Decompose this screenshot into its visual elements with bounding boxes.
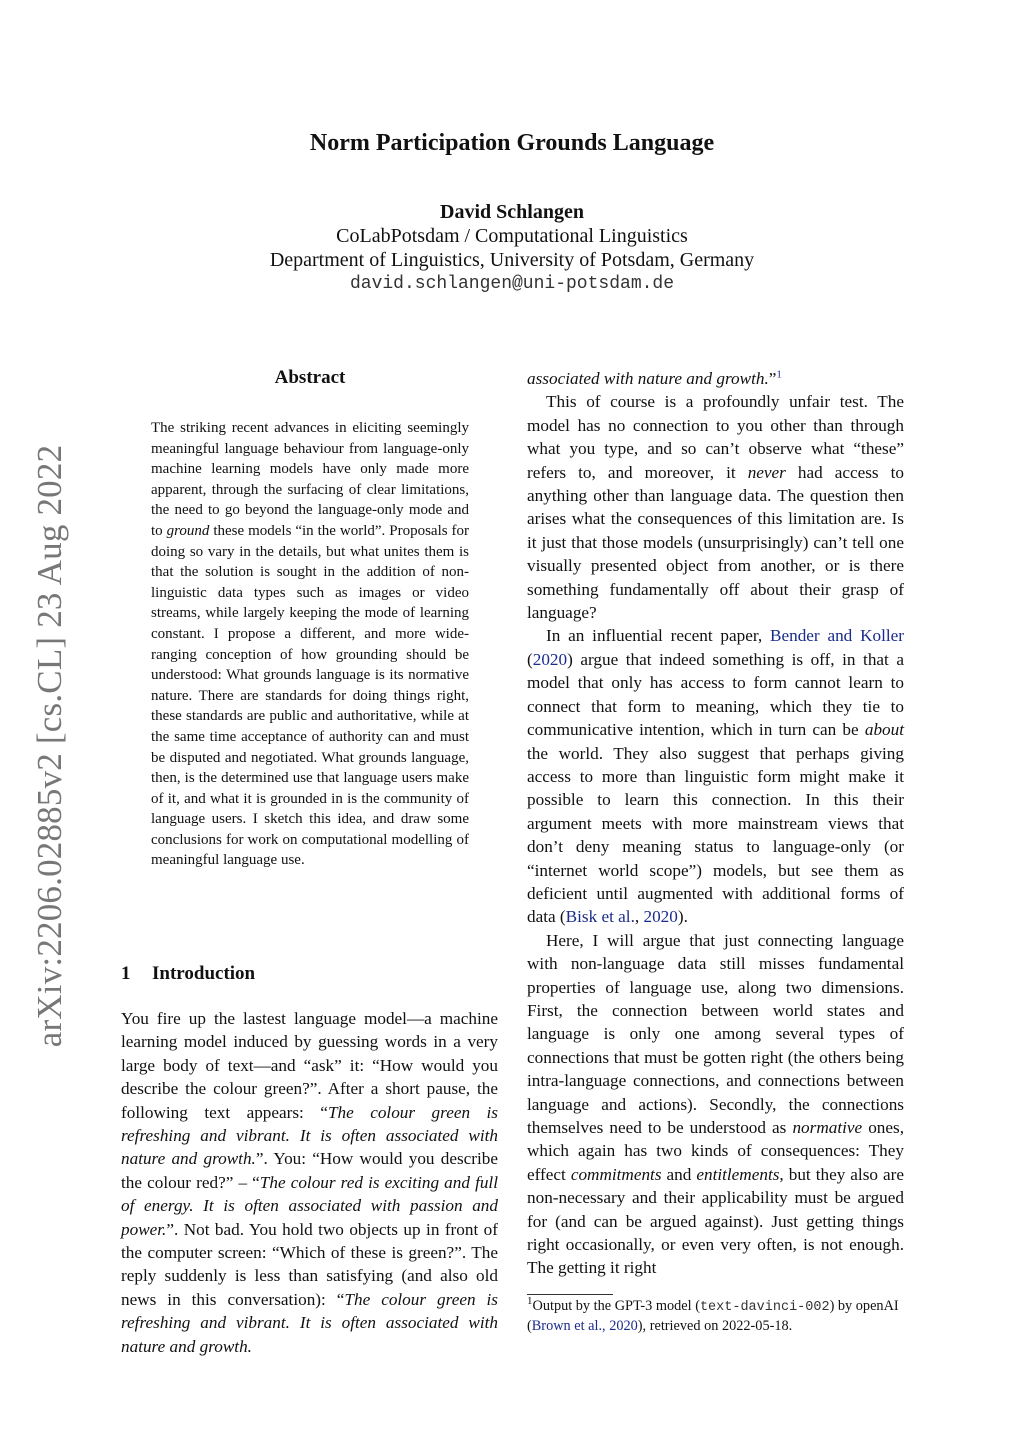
citation-link[interactable]: Bisk et al. bbox=[565, 907, 635, 927]
abstract-heading: Abstract bbox=[274, 367, 346, 388]
citation-year-link[interactable]: 2020 bbox=[532, 649, 568, 669]
abstract-text: The striking recent advances in eliciting seemingly meaningful language behaviour from language-only machine learning models have only made more apparent, through the surfacing of clear limitations, the need to go beyond the language-only mode and to ground these models “in the world”. Proposals for doing so vary in the details, but what unites them is that the solution is sought in the addition of non-linguistic data types such as images or video streams, while largely keeping the mode of learning constant. I propose a different, and more wide-ranging conception of how grounding should be understood: What grounds language is its normative nature. There are standards for doing things right, these standards are public and authoritative, while at the same time acceptance of authority can and must be disputed and negotiated. What grounds language, then, is the determined use that language users make of it, and what it is grounded in is the community of language users. I sketch this idea, and draw some conclusions for work on computational modelling of meaningful language use. bbox=[151, 420, 469, 869]
model-name-code: text-davinci-002 bbox=[699, 1300, 830, 1315]
footnote: $^1$Output by the GPT-3 model (text-davinci-002) by openAI (Brown et al., 2020), retrieved on 2022-05-18. bbox=[527, 1295, 899, 1334]
arxiv-sidebar bbox=[24, 438, 76, 1054]
footnote-number: 1 bbox=[527, 1295, 533, 1308]
author-name: David Schlangen bbox=[440, 201, 584, 223]
arxiv-stamp: arXiv:2206.02885v2 [cs.CL] 23 Aug 2022 bbox=[30, 444, 69, 1048]
intro-paragraph-4: Here, I will argue that just connecting language with non-language data still misses fundamental properties of language use, along two dimensions. First, the connection between world states and language is only one among several types of connections that must be gotten right (the others being intra-language connections, and connections between language and actions). Secondly, the connections themselves need to be understood as normative ones, which again has two kinds of consequences: They effect commitments and entitlements, but they also are non-necessary and their applicability must be argued for (and can be argued against). Just getting things right occasionally, or even very often, is not enough. The getting it right bbox=[527, 930, 904, 1278]
footnote-divider bbox=[527, 1294, 613, 1295]
author-affiliation-1: CoLabPotsdam / Computational Linguistics bbox=[336, 225, 688, 247]
intro-paragraph-1: You fire up the lastest language model—a machine learning model induced by guessing words in a very large body of text—and “ask” it: “How would you describe the colour green?”. After a short pause, the following text appears: “The colour green is refreshing and vibrant. It is often associated with nature and growth.”. You: “How would you describe the colour red?” – “The colour red is exciting and full of energy. It is often associated with passion and power.”. Not bad. You hold two objects up in front of the computer screen: “Which of these is green?”. The reply suddenly is less than satisfying (and also old news in this conversation): “The colour green is refreshing and vibrant. It is often associated with nature and growth. bbox=[121, 1009, 499, 1356]
citation-year-link[interactable]: 2020 bbox=[643, 907, 678, 927]
intro-paragraph-3: In an influential recent paper, Bender and Koller (2020) argue that indeed something is off, in that a model that only has access to form cannot learn to connect that form to meaning, which they tie to communicative intention, which in turn can be about the world. They also suggest that perhaps giving access to more than linguistic form might make it possible to learn this connection. In this their argument meets with more mainstream views that don’t deny meaning status to language-only (or “internet world scope”) models, but see them as deficient until augmented with additional forms of data (Bisk et al., 2020). bbox=[527, 626, 905, 927]
section-title: Introduction bbox=[152, 963, 256, 984]
citation-link[interactable]: Brown et al., 2020 bbox=[531, 1318, 638, 1334]
author-email[interactable]: david.schlangen@uni-potsdam.de bbox=[349, 274, 675, 294]
author-affiliation-2: Department of Linguistics, University of Potsdam, Germany bbox=[269, 249, 755, 271]
paper-title: Norm Participation Grounds Language bbox=[309, 130, 715, 156]
intro-paragraph-2: This of course is a profoundly unfair test. The model has no connection to you other than through what you type, and so can’t observe what “these” refers to, and moreover, it never had access to anything other than language data. The question then arises what the consequences of this limitation are. Is it just that those models (unsurprisingly) can’t tell one visually presented object from another, or is there something fundamentally off about their grasp of language? bbox=[527, 392, 904, 623]
section-heading bbox=[121, 963, 255, 985]
footnote-marker[interactable]: 1 bbox=[776, 368, 782, 381]
right-column-text bbox=[527, 367, 904, 1280]
intro-paragraph-1-continued: associated with nature and growth.”$^1$ bbox=[527, 368, 782, 388]
citation-link[interactable]: Bender and Koller bbox=[770, 626, 905, 646]
left-column-text bbox=[121, 1007, 498, 1358]
author-block bbox=[0, 200, 1024, 296]
section-number: 1 bbox=[121, 963, 131, 984]
